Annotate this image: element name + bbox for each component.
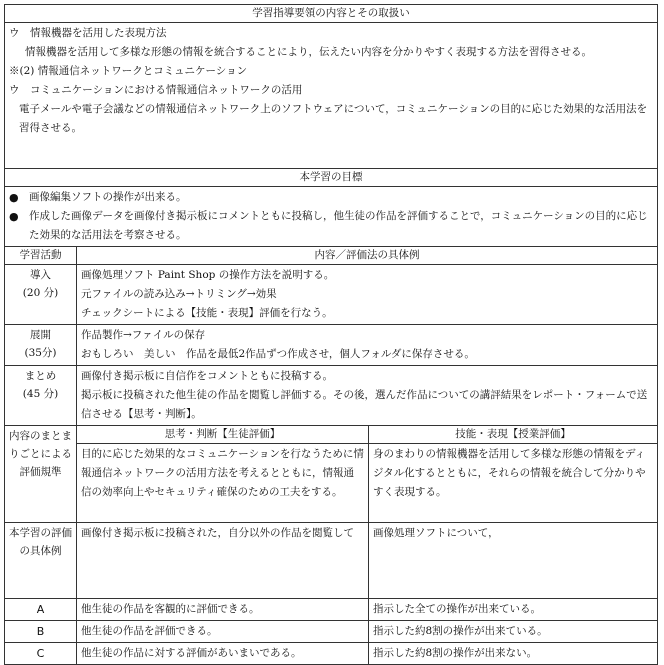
activity-row bbox=[5, 265, 658, 325]
guideline-item-u2-body: 電子メールや電子会議などの情報通信ネットワーク上のソフトウェアについて，コミュニケーションの目的に応じた効果的な活用法を習得させる。 bbox=[19, 103, 648, 134]
grade-skill: 指示した約8割の操作が出来ない。 bbox=[369, 643, 658, 665]
activity-line: 掲示板に投稿された他生徒の作品を閲覧し評価する。その後，選んだ作品についての講評結果をレポート・フォームで送信させる【思考・判断】。 bbox=[81, 389, 648, 420]
thinking-header: 思考・判断【生徒評価】 bbox=[77, 426, 369, 444]
activity-time: (20 分) bbox=[22, 287, 59, 299]
grade-row bbox=[5, 643, 658, 665]
grade-label: A bbox=[5, 599, 77, 621]
skill-header: 技能・表現【授業評価】 bbox=[369, 426, 658, 444]
criteria-label: 内容のまとまりごとによる評価規準 bbox=[5, 426, 77, 523]
activity-line: 画像付き掲示板に自信作をコメントともに投稿する。 bbox=[81, 370, 333, 382]
activities-col2-header: 内容／評価法の具体例 bbox=[77, 247, 658, 265]
grade-thinking: 他生徒の作品に対する評価があいまいである。 bbox=[77, 643, 369, 665]
activity-label: 導入 bbox=[30, 269, 51, 281]
activity-row bbox=[5, 366, 658, 426]
guideline-table bbox=[4, 4, 658, 169]
skill-example-text: 画像処理ソフトについて， bbox=[369, 523, 658, 599]
grade-row bbox=[5, 599, 658, 621]
activities-table bbox=[4, 246, 658, 426]
activity-time: (45 分) bbox=[22, 388, 59, 400]
guideline-item-u2-title: ウ コミュニケーションにおける情報通信ネットワークの活用 bbox=[9, 84, 303, 96]
activity-time: (35分) bbox=[24, 347, 57, 359]
activity-line: 元ファイルの読み込み→トリミング→効果 bbox=[81, 288, 277, 300]
activity-line: おもしろい 美しい 作品を最低2作品ずつ作成させ，個人フォルダに保存させる。 bbox=[81, 348, 475, 360]
lesson-plan-document bbox=[4, 4, 658, 665]
activity-line: チェックシートによる【技能・表現】評価を行なう。 bbox=[81, 307, 333, 319]
guideline-header: 学習指導要領の内容とその取扱い bbox=[5, 5, 658, 23]
examples-label: 本学習の評価の具体例 bbox=[5, 523, 77, 599]
goal-item: ● 作成した画像データを画像付き掲示板にコメントともに投稿し，他生徒の作品を評価することで，コミュニケーションの目的に応じた効果的な活用法を考察させる。 bbox=[9, 207, 653, 245]
grade-skill: 指示した全ての操作が出来ている。 bbox=[369, 599, 658, 621]
goal-item: ● 画像編集ソフトの操作が出来る。 bbox=[9, 188, 653, 207]
goals-header: 本学習の目標 bbox=[5, 169, 658, 187]
thinking-criteria-text: 目的に応じた効果的なコミュニケーションを行なうために情報通信ネットワークの活用方法を考えるとともに，情報通信の効率向上やセキュリティ確保のための工夫をする。 bbox=[77, 444, 369, 523]
thinking-example-text: 画像付き掲示板に投稿された，自分以外の作品を閲覧して bbox=[77, 523, 369, 599]
activity-line: 作品製作→ファイルの保存 bbox=[81, 329, 206, 341]
bullet-icon: ● bbox=[9, 191, 19, 204]
activity-label: まとめ bbox=[24, 370, 57, 382]
grade-label: C bbox=[5, 643, 77, 665]
guideline-note: ※(2) 情報通信ネットワークとコミュニケーション bbox=[9, 65, 248, 77]
grade-thinking: 他生徒の作品を評価できる。 bbox=[77, 621, 369, 643]
activity-label: 展開 bbox=[30, 329, 51, 341]
goals-table bbox=[4, 168, 658, 247]
criteria-table bbox=[4, 425, 658, 665]
guideline-item-u-title: ウ 情報機器を活用した表現方法 bbox=[9, 27, 167, 39]
grade-skill: 指示した約8割の操作が出来ている。 bbox=[369, 621, 658, 643]
activities-col1-header: 学習活動 bbox=[5, 247, 77, 265]
grade-label: B bbox=[5, 621, 77, 643]
activity-row bbox=[5, 325, 658, 366]
skill-criteria-text: 身のまわりの情報機器を活用して多様な形態の情報をディジタル化するとともに，それらの情報を統合して分かりやすく表現する。 bbox=[369, 444, 658, 523]
activity-line: 画像処理ソフト Paint Shop の操作方法を説明する。 bbox=[81, 269, 335, 281]
guideline-item-u-body: 情報機器を活用して多様な形態の情報を統合することにより，伝えたい内容を分かりやすく表現する方法を習得させる。 bbox=[25, 46, 592, 58]
grade-thinking: 他生徒の作品を客観的に評価できる。 bbox=[77, 599, 369, 621]
bullet-icon: ● bbox=[9, 210, 19, 223]
